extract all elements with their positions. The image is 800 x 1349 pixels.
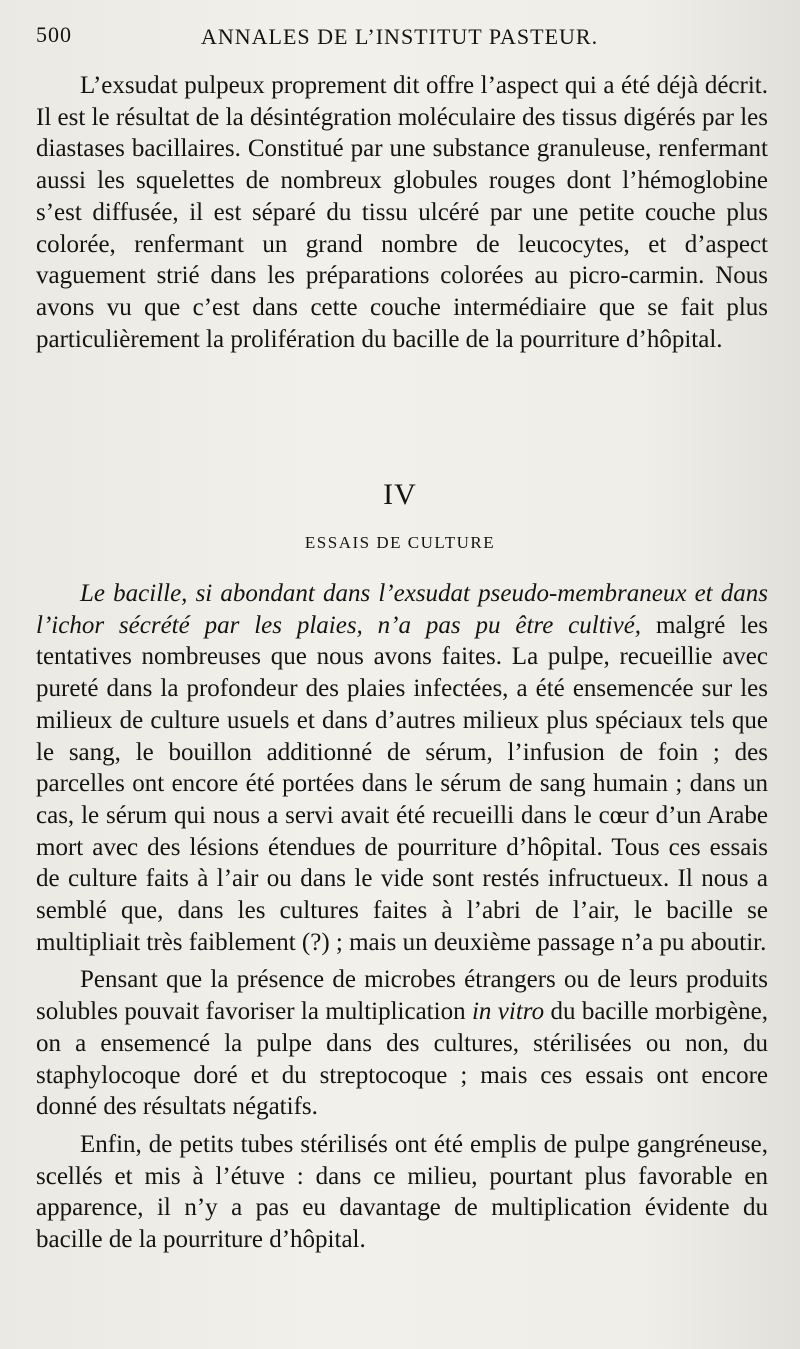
paragraph-microbes xyxy=(36,964,768,1123)
text-block-culture xyxy=(36,578,768,1256)
paragraph-culture-rest: malgré les tentatives nombreuses que nous avons faites. La pulpe, recueillie avec pureté dans la profondeur des plaies infectées, a été ensemencée sur les milieux de culture usuels et dans d’autres milieux plus spéciaux tels que le sang, le bouillon additionné de sérum, l’infusion de foin ; des parcelles ont encore été portées dans le sérum de sang humain ; dans un cas, le sérum qui nous a servi avait été recueilli dans le cœur d’un Arabe mort avec des lésions étendues de pourriture d’hôpital. Tous ces essais de culture faits à l’air ou dans le vide sont restés infructueux. Il nous a semblé que, dans les cultures faites à l’abri de l’air, le bacille se multipliait très faiblement (?) ; mais un deuxième passage n’a pu aboutir. xyxy=(36,611,768,956)
paragraph-exsudat: L’exsudat pulpeux proprement dit offre l’aspect qui a été déjà décrit. Il est le résultat de la désintégration moléculaire des tissus digérés par les diastases bacillaires. Constitué par une substance granuleuse, renfermant aussi les squelettes de nombreux globules rouges dont l’hémoglobine s’est diffusée, il est séparé du tissu ulcéré par une petite couche plus colorée, renfermant un grand nombre de leucocytes, et d’aspect vaguement strié dans les préparations colorées au picro-carmin. Nous avons vu que c’est dans cette couche intermédiaire que se fait plus particulièrement la prolifération du bacille de la pourriture d’hôpital. xyxy=(36,72,768,353)
paragraph-microbes-end: du bacille morbigène, on a ensemencé la pulpe dans des cultures, stérilisées ou non, du staphylocoque doré et du streptocoque ; mais ces essais ont encore donné des résultats négatifs. xyxy=(36,998,768,1121)
paragraph-microbes-start: Pensant que la présence de microbes étrangers ou de leurs produits solubles pouvait favoriser la multiplication xyxy=(36,966,768,1026)
section-number: IV xyxy=(383,478,417,511)
page-header xyxy=(36,22,740,56)
italic-lead: Le bacille, si abondant dans l’exsudat pseudo-membraneux et dans l’ichor sécrété par les plaies, n’a pas pu être cultivé, xyxy=(36,580,768,639)
italic-in-vitro: in vitro xyxy=(471,998,545,1026)
paragraph-tubes: Enfin, de petits tubes stérilisés ont été emplis de pulpe gangréneuse, scellés et mis à l’étuve : dans ce milieu, pourtant plus favorable en apparence, il n’y a pas eu davantage de multiplication évidente du bacille de la pourriture d’hôpital. xyxy=(36,1130,768,1254)
page-number: 500 xyxy=(36,22,72,47)
paragraph-culture xyxy=(36,578,768,958)
section-title: ESSAIS DE CULTURE xyxy=(304,533,496,552)
running-title: ANNALES DE L’INSTITUT PASTEUR. xyxy=(201,24,599,49)
text-block-top xyxy=(36,70,768,355)
